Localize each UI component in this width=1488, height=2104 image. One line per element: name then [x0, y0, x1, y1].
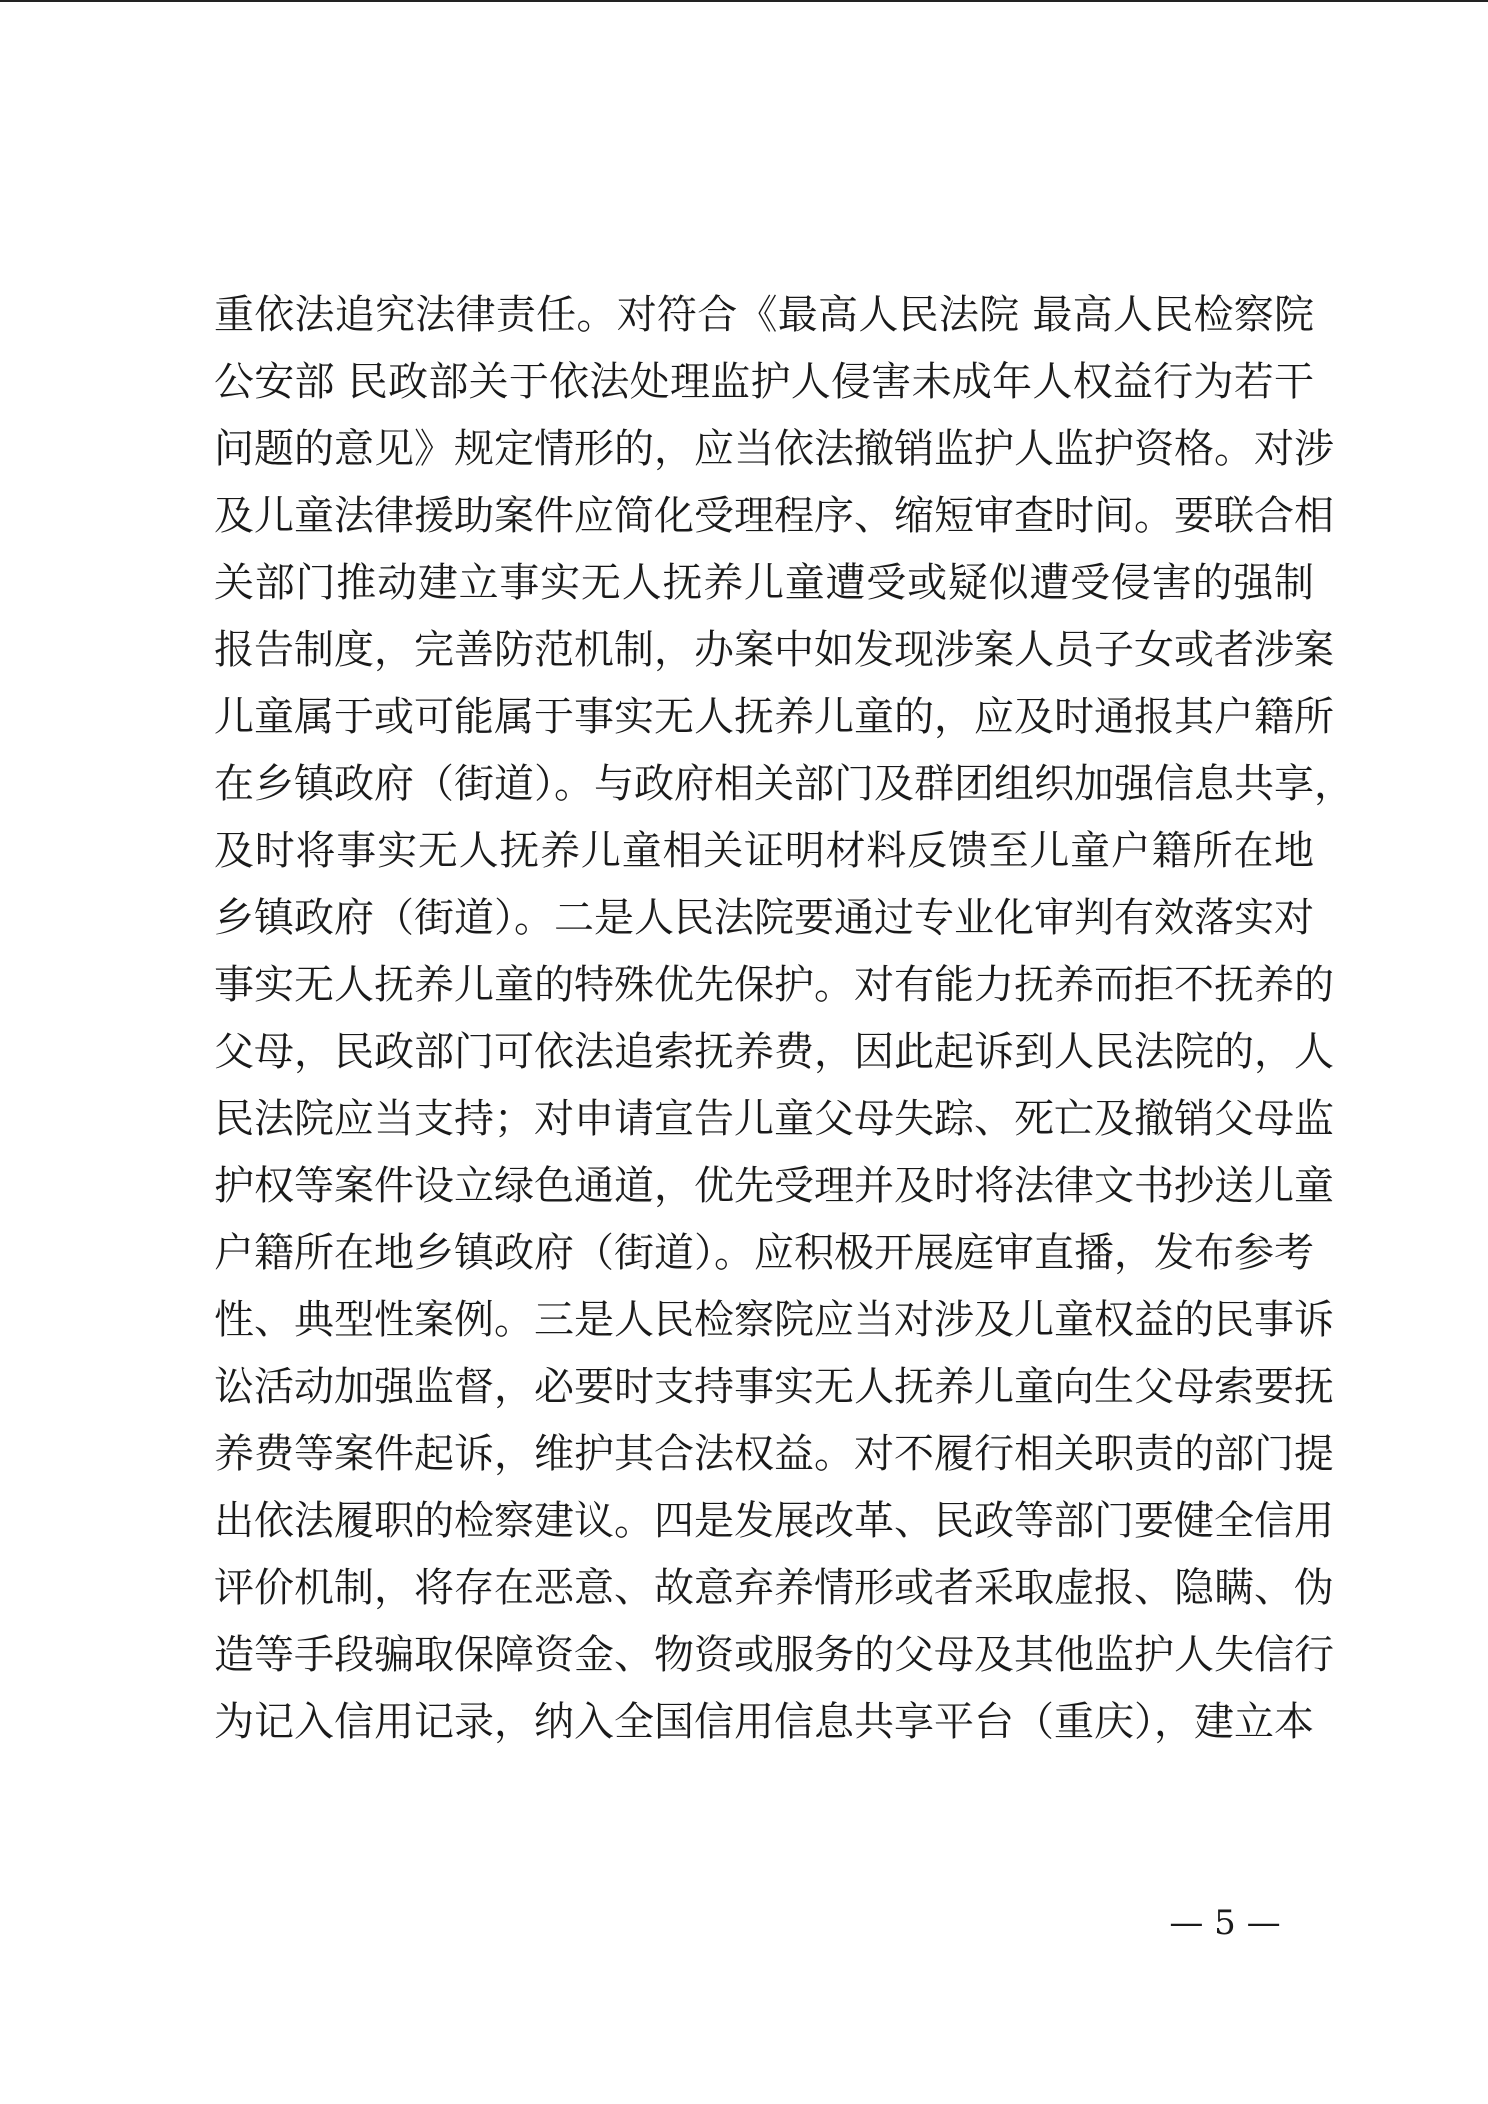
text-line: 评价机制，将存在恶意、故意弃养情形或者采取虚报、隐瞒、伪: [214, 1565, 1334, 1611]
text-line: 及时将事实无人抚养儿童相关证明材料反馈至儿童户籍所在地: [214, 828, 1314, 874]
text-line: 乡镇政府（街道）。二是人民法院要通过专业化审判有效落实对: [214, 895, 1314, 941]
text-line: 造等手段骗取保障资金、物资或服务的父母及其他监护人失信行: [214, 1632, 1334, 1678]
text-line: 在乡镇政府（街道）。与政府相关部门及群团组织加强信息共享，: [214, 761, 1354, 807]
text-line: 事实无人抚养儿童的特殊优先保护。对有能力抚养而拒不抚养的: [214, 962, 1334, 1008]
text-line: 护权等案件设立绿色通道，优先受理并及时将法律文书抄送儿童: [214, 1163, 1334, 1209]
text-line: 报告制度，完善防范机制，办案中如发现涉案人员子女或者涉案: [214, 627, 1334, 673]
document-body: [214, 282, 1354, 1756]
text-line: 父母，民政部门可依法追索抚养费，因此起诉到人民法院的，人: [214, 1029, 1334, 1075]
text-line: 公安部 民政部关于依法处理监护人侵害未成年人权益行为若干: [214, 359, 1314, 405]
text-line: 养费等案件起诉，维护其合法权益。对不履行相关职责的部门提: [214, 1431, 1334, 1477]
text-line: 重依法追究法律责任。对符合《最高人民法院 最高人民检察院: [214, 292, 1314, 338]
top-border-line: [0, 0, 1488, 2]
text-line: 性、典型性案例。三是人民检察院应当对涉及儿童权益的民事诉: [214, 1297, 1334, 1343]
text-line: 户籍所在地乡镇政府（街道）。应积极开展庭审直播，发布参考: [214, 1230, 1314, 1276]
text-line: 关部门推动建立事实无人抚养儿童遭受或疑似遭受侵害的强制: [214, 560, 1314, 606]
text-line: 民法院应当支持；对申请宣告儿童父母失踪、死亡及撤销父母监: [214, 1096, 1334, 1142]
text-line: 讼活动加强监督，必要时支持事实无人抚养儿童向生父母索要抚: [214, 1364, 1334, 1410]
text-line: 儿童属于或可能属于事实无人抚养儿童的，应及时通报其户籍所: [214, 694, 1334, 740]
text-line: 出依法履职的检察建议。四是发展改革、民政等部门要健全信用: [214, 1498, 1334, 1544]
page-number: — 5 —: [1169, 1903, 1281, 1943]
text-line: 为记入信用记录，纳入全国信用信息共享平台（重庆），建立本: [214, 1699, 1314, 1745]
text-line: 及儿童法律援助案件应简化受理程序、缩短审查时间。要联合相: [214, 493, 1334, 539]
text-line: 问题的意见》规定情形的，应当依法撤销监护人监护资格。对涉: [214, 426, 1334, 472]
